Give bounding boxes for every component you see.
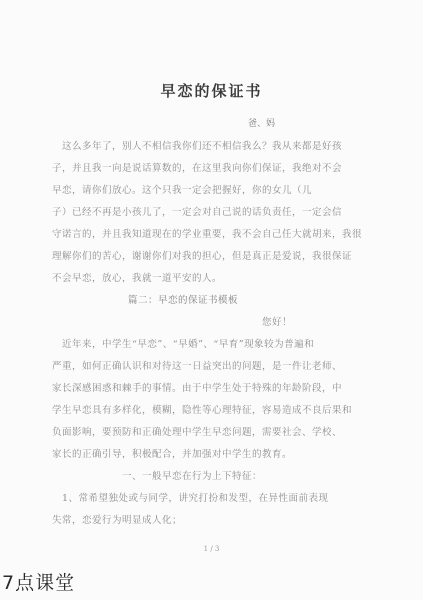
section-heading: 篇二：早恋的保证书模板	[128, 295, 239, 306]
body-line: 不会早恋，放心，我就一道平安的人。	[52, 273, 223, 284]
salutation: 爸、妈	[248, 119, 276, 129]
body-line: 理解你们的苦心，谢谢你们对我的担心，但是真正是爱说，我很保证	[52, 251, 353, 262]
body-line: 严重，如何正确认识和对待这一日益突出的问题，是一件让老师、	[52, 361, 343, 372]
body-line: 守诺言的，并且我知道现在的学业重要，我不会自己任大就胡来，我很	[52, 229, 363, 240]
list-item-continuation: 失常，恋爱行为明显成人化；	[52, 515, 183, 526]
body-line: 早恋，请你们放心。这个只我一定会把握好，你的女儿（儿	[52, 185, 313, 196]
body-line: 负面影响，要预防和正确处理中学生早恋问题，需要社会、学校、	[52, 427, 343, 438]
list-item: 1、常希望独处或与同学，讲究打扮和发型，在异性面前表现	[62, 493, 329, 504]
watermark-logo-text: 7点课堂	[2, 572, 76, 594]
body-line: 学生早恋具有多样化，模糊，隐性等心理特征，容易造成不良后果和	[52, 405, 353, 416]
document-body	[52, 136, 384, 532]
body-line: 家长的正确引导，积极配合，并加强对中学生的教育。	[52, 449, 293, 460]
body-line: 子）已经不再是小孩儿了，一定会对自己说的话负责任，一定会信	[52, 207, 343, 218]
greeting-line: 您好！	[262, 317, 293, 328]
body-line: 家长深感困惑和棘手的事情。由于中学生处于特殊的年龄阶段，中	[52, 383, 343, 394]
list-heading: 一、一般早恋在行为上下特征：	[122, 471, 263, 482]
body-line: 近年来，中学生“早恋”、“早婚”、“早育”现象较为普遍和	[62, 339, 315, 350]
document-title: 早恋的保证书	[160, 82, 263, 100]
body-line: 这么多年了，别人不相信我你们还不相信我么？我从来都是好孩	[62, 141, 343, 152]
page-number: 1 / 3	[203, 545, 220, 553]
body-line: 子，并且我一向是说话算数的，在这里我向你们保证，我绝对不会	[52, 163, 343, 174]
